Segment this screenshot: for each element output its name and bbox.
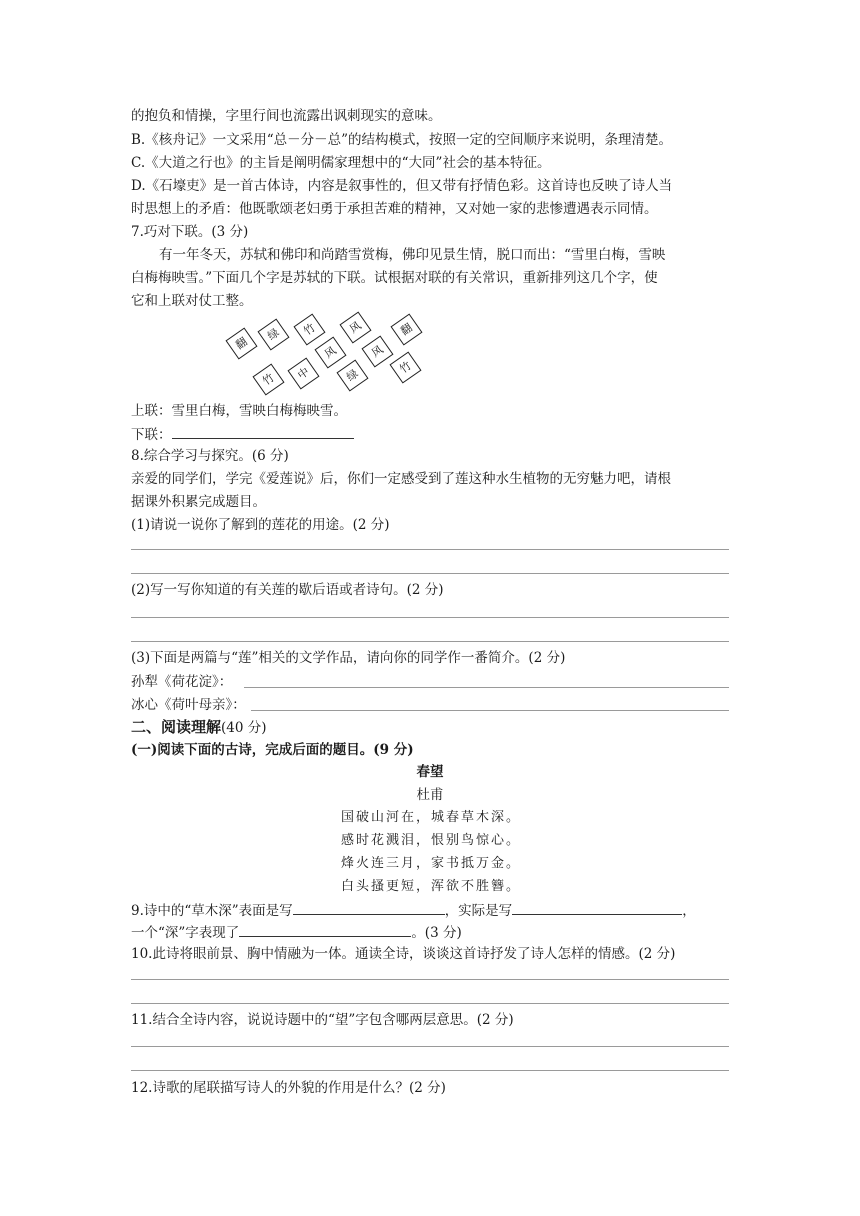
char-tile: 竹 [389, 351, 421, 383]
char-tile: 竹 [252, 363, 284, 395]
q8-intro-line: 据课外积累完成题目。 [131, 494, 266, 510]
char-tile: 绿 [336, 359, 368, 391]
q10: 10.此诗将眼前景、胸中情融为一体。通读全诗，谈谈这首诗抒发了诗人怎样的情感。(2 分) [131, 946, 676, 962]
work-bing-xin: 冰心《荷叶母亲》： [131, 697, 246, 713]
answer-line[interactable] [131, 979, 729, 980]
answer-blank[interactable] [239, 922, 411, 937]
poem-line: 感时花溅泪，恨别鸟惊心。 [341, 833, 522, 848]
q9-line [131, 922, 462, 943]
answer-line[interactable] [131, 617, 729, 618]
option-c: C.《大道之行也》的主旨是阐明儒家理想中的“大同”社会的基本特征。 [131, 155, 551, 171]
upper-couplet [131, 401, 347, 421]
part-heading: (一)阅读下面的古诗，完成后面的题目。(9 分) [131, 742, 414, 758]
answer-line[interactable] [131, 549, 729, 550]
section-title: 二、阅读理解 [131, 718, 222, 736]
char-tile: 中 [287, 357, 319, 389]
section-heading [131, 717, 267, 738]
char-tile: 绿 [257, 318, 289, 350]
lower-couplet-blank[interactable] [172, 424, 354, 439]
char-tile: 风 [314, 336, 346, 368]
q9-text: ， [682, 903, 696, 919]
answer-line[interactable] [131, 1003, 729, 1004]
q7-body-line: 白梅梅映雪。”下面几个字是苏轼的下联。试根据对联的有关常识，重新排列这几个字，使 [131, 270, 658, 286]
poem-author: 杜甫 [416, 787, 444, 803]
work-sun-li: 孙犁《荷花淀》： [131, 674, 233, 690]
q8-intro-line: 亲爱的同学们，学完《爱莲说》后，你们一定感受到了莲这种水生植物的无穷魅力吧，请根 [131, 471, 671, 487]
char-tile: 翻 [225, 327, 257, 359]
poem-title: 春望 [416, 764, 444, 780]
poem-line: 烽火连三月，家书抵万金。 [341, 856, 522, 871]
q7-body-line: 它和上联对仗工整。 [131, 293, 253, 309]
q9-text: 9.诗中的“草木深”表面是写 [131, 903, 293, 919]
answer-line[interactable] [251, 710, 729, 711]
q12: 12.诗歌的尾联描写诗人的外貌的作用是什么？(2 分) [131, 1080, 446, 1096]
answer-line[interactable] [131, 573, 729, 574]
lower-couplet-label: 下联： [131, 427, 172, 443]
option-d: D.《石壕吏》是一首古体诗，内容是叙事性的，但又带有抒情色彩。这首诗也反映了诗人当 [131, 178, 673, 194]
poem-line: 白头搔更短，浑欲不胜簪。 [341, 879, 522, 894]
lower-couplet [131, 424, 354, 445]
q8-sub1: (1)请说一说你了解到的莲花的用途。(2 分) [131, 517, 390, 533]
q7-title: 7.巧对下联。(3 分) [131, 224, 249, 240]
q7-body-line: 有一年冬天，苏轼和佛印和尚踏雪赏梅，佛印见景生情，脱口而出：“雪里白梅，雪映 [159, 247, 666, 263]
answer-line[interactable] [131, 1046, 729, 1047]
char-tile: 风 [339, 311, 371, 343]
option-b: B.《核舟记》一文采用“总－分－总”的结构模式，按照一定的空间顺序来说明，条理清楚。 [131, 132, 673, 148]
intro-line: 的抱负和情操，字里行间也流露出讽刺现实的意味。 [131, 108, 442, 124]
char-tile: 竹 [293, 313, 325, 345]
answer-blank[interactable] [293, 900, 445, 915]
q9-text: 一个“深”字表现了 [131, 925, 240, 941]
q8-title: 8.综合学习与探究。(6 分) [131, 448, 289, 464]
poem-line: 国破山河在，城春草木深。 [341, 810, 522, 825]
q9-text: 。(3 分) [411, 925, 462, 941]
q8-sub3: (3)下面是两篇与“莲”相关的文学作品，请向你的同学作一番简介。(2 分) [131, 650, 566, 666]
upper-couplet-label: 上联： [131, 403, 172, 419]
answer-line[interactable] [244, 687, 729, 688]
answer-line[interactable] [131, 641, 729, 642]
q9-line [131, 900, 696, 921]
section-score: (40 分) [221, 720, 267, 736]
char-tile: 风 [361, 335, 393, 367]
upper-couplet-text: 雪里白梅，雪映白梅梅映雪。 [171, 403, 347, 419]
char-tile: 翻 [390, 313, 422, 345]
q9-text: ，实际是写 [444, 903, 513, 919]
q8-sub2: (2)写一写你知道的有关莲的歇后语或者诗句。(2 分) [131, 582, 444, 598]
option-d-cont: 时思想上的矛盾：他既歌颂老妇勇于承担苦难的精神，又对她一家的悲惨遭遇表示同情。 [131, 201, 658, 217]
q11: 11.结合全诗内容，说说诗题中的“望”字包含哪两层意思。(2 分) [131, 1012, 514, 1028]
answer-line[interactable] [131, 1070, 729, 1071]
answer-blank[interactable] [512, 900, 682, 915]
